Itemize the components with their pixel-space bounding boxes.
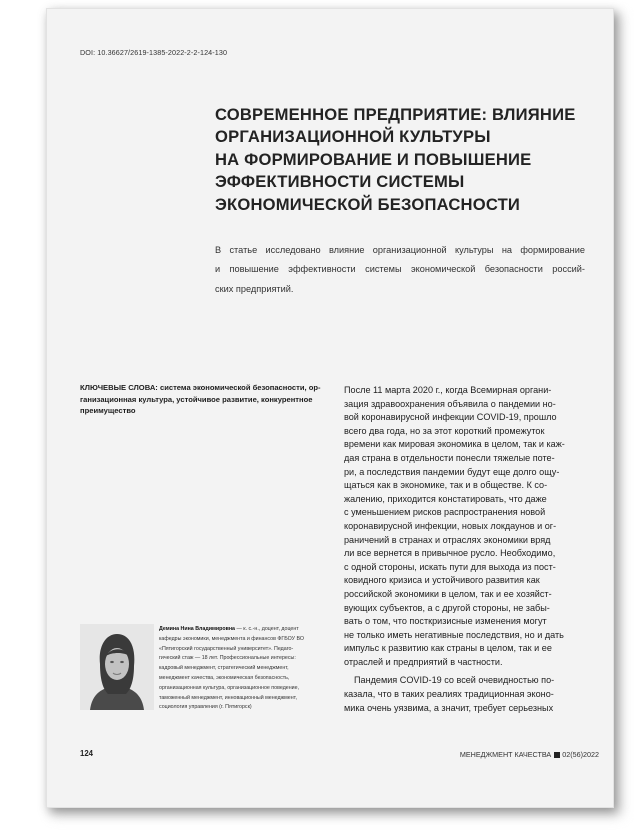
keywords-line: ганизационная культура, устойчивое развитие, конкурентное bbox=[80, 394, 313, 404]
body-line: щаться как в экономике, так и в обществе. К со- bbox=[344, 480, 548, 491]
body-line: вой коронавирусной инфекции COVID-19, прошло bbox=[344, 412, 557, 423]
body-line: с одной стороны, искать пути для выхода из пост- bbox=[344, 561, 556, 572]
title-line: ОРГАНИЗАЦИОННОЙ КУЛЬТУРЫ bbox=[215, 127, 491, 147]
body-line: зация здравоохранения объявила о пандемии но- bbox=[344, 398, 556, 409]
body-line: отраслей и предприятий в частности. bbox=[344, 656, 503, 667]
bio-line: организационная культура, организационное поведение, bbox=[159, 684, 300, 691]
title-line: ЭФФЕКТИВНОСТИ СИСТЕМЫ bbox=[215, 172, 465, 192]
author-name: Демина Нина Владимировна bbox=[159, 626, 236, 632]
article-title bbox=[215, 104, 595, 216]
title-line: ЭКОНОМИЧЕСКОЙ БЕЗОПАСНОСТИ bbox=[215, 194, 521, 214]
journal-footer bbox=[460, 750, 599, 759]
bio-line: таможенный менеджмент, инновационный менеджмент, bbox=[159, 694, 297, 701]
bio-line: кафедры экономики, менеджмента и финансов ФГБОУ ВО bbox=[159, 635, 304, 642]
abstract-line: и повышение эффективности системы экономической безопасности россий- bbox=[215, 264, 585, 275]
keywords-text: система экономической безопасности, ор- bbox=[159, 383, 321, 392]
abstract-line: ских предприятий. bbox=[215, 283, 294, 294]
body-paragraph-2 bbox=[344, 674, 606, 715]
body-line: коронавирусной инфекции, новых локдаунов и ог- bbox=[344, 520, 557, 531]
body-line: всего два года, но за этот короткий промежуток bbox=[344, 425, 545, 436]
body-line: с уменьшением рисков распространения новой bbox=[344, 507, 546, 518]
doi-identifier: DOI: 10.36627/2619-1385-2022-2-2-124-130 bbox=[80, 48, 228, 57]
article-body bbox=[344, 384, 606, 715]
body-line: не только иметь негативные последствия, но и дать bbox=[344, 629, 564, 640]
body-line: мика очень уязвима, а значит, требует серьезных bbox=[344, 702, 554, 713]
keywords-block bbox=[80, 382, 320, 417]
title-line: НА ФОРМИРОВАНИЕ И ПОВЫШЕНИЕ bbox=[215, 149, 532, 169]
bio-line: социология управления (г. Пятигорск) bbox=[159, 704, 252, 711]
author-bio bbox=[159, 625, 327, 713]
author-portrait-image bbox=[80, 624, 154, 710]
journal-name: МЕНЕДЖМЕНТ КАЧЕСТВА bbox=[459, 750, 552, 759]
body-line: казала, что в таких реалиях традиционная эконо- bbox=[344, 689, 554, 700]
body-line: вать о том, что посткризисные изменения могут bbox=[344, 616, 547, 627]
journal-issue: 02(56)2022 bbox=[562, 750, 599, 759]
body-line: раничений в странах и отраслях экономики вряд bbox=[344, 534, 551, 545]
square-separator-icon bbox=[554, 752, 560, 758]
body-line: импульс к развитию как страны в целом, так и ее bbox=[344, 643, 552, 654]
keywords-line bbox=[80, 382, 320, 394]
bio-line bbox=[159, 625, 327, 635]
bio-text: — к. с.-н., доцент, доцент bbox=[235, 626, 299, 632]
bio-line: менеджмент качества, экономическая безопасность, bbox=[159, 674, 290, 681]
page-number: 124 bbox=[80, 749, 94, 758]
bio-line: гический стаж — 18 лет. Профессиональные интересы: bbox=[159, 655, 296, 662]
abstract-line: В статье исследовано влияние организационной культуры на формирование bbox=[215, 245, 585, 255]
title-line: СОВРЕМЕННОЕ ПРЕДПРИЯТИЕ: ВЛИЯНИЕ bbox=[215, 105, 576, 124]
bio-line: «Пятигорский государственный университет». Педаго- bbox=[159, 645, 294, 652]
keywords-label: КЛЮЧЕВЫЕ СЛОВА: bbox=[80, 383, 158, 392]
journal-page bbox=[46, 8, 614, 808]
body-line: вующих субъектов, а с другой стороны, не забы- bbox=[344, 602, 550, 613]
body-line: ковидного кризиса и устойчивого развития как bbox=[344, 575, 540, 586]
body-line: ли все вернется в привычное русло. Необходимо, bbox=[344, 548, 556, 559]
body-line: дая страна в отдельности понесли тяжелые поте- bbox=[344, 452, 555, 463]
body-line: времени как мировая экономика в целом, так и каж- bbox=[344, 439, 565, 450]
body-line: жалению, приходится констатировать, что даже bbox=[344, 493, 547, 504]
body-paragraph-1 bbox=[344, 384, 606, 669]
body-line: ри, а последствия пандемии будут еще долго ощу- bbox=[344, 466, 560, 477]
keywords-line: преимущество bbox=[80, 406, 136, 416]
body-line: Пандемия COVID-19 со всей очевидностью по- bbox=[354, 675, 555, 686]
body-line: российской экономики в целом, так и ее хозяйст- bbox=[344, 588, 552, 599]
body-line: После 11 марта 2020 г., когда Всемирная органи- bbox=[344, 385, 552, 395]
article-abstract bbox=[215, 241, 585, 299]
author-photo bbox=[80, 624, 154, 710]
bio-line: кадровый менеджмент, стратегический менеджмент, bbox=[159, 665, 289, 672]
